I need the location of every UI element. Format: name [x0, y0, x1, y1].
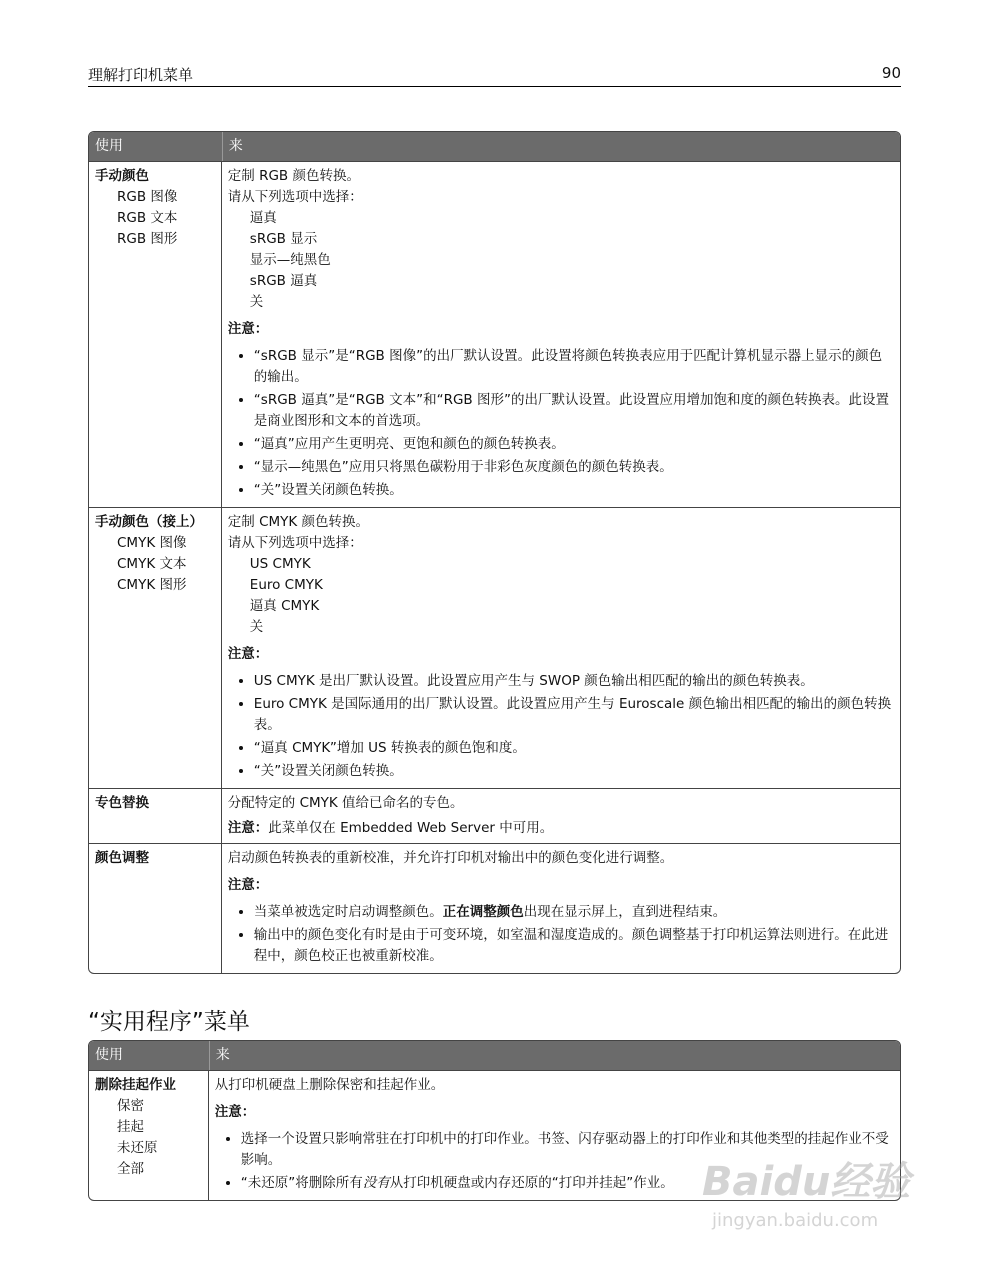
- note-item: • Euro CMYK 是国际通用的出厂默认设置。此设置应用产生与 Euroscale 颜色输出相匹配的输出的颜色转换表。: [254, 694, 894, 736]
- table-header-row: [89, 132, 900, 161]
- note-item: • “显示—纯黑色”应用只将黑色碳粉用于非彩色灰度颜色的颜色转换表。: [254, 457, 894, 478]
- note-item: • “关”设置关闭颜色转换。: [254, 480, 894, 501]
- sub-item: 全部: [117, 1161, 144, 1177]
- note-label: 注意：: [227, 877, 269, 893]
- table-row: [89, 788, 900, 843]
- menu-item-name: 颜色调整: [95, 850, 149, 866]
- note-label: 注意：: [227, 321, 269, 337]
- note-item: • 选择一个设置只影响常驻在打印机中的打印作业。书签、闪存驱动器上的打印作业和其他类型的挂起作业不受影响。: [241, 1129, 894, 1171]
- col-header-use: 使用: [89, 1041, 209, 1070]
- table-row: [89, 161, 900, 507]
- choose-prompt: 请从下列选项中选择：: [227, 189, 363, 205]
- note-item: [254, 902, 894, 923]
- note-text: 出现在显示屏上，直到进程结束。: [523, 904, 727, 920]
- sub-item: 挂起: [117, 1119, 144, 1135]
- sub-item: CMYK 图形: [117, 577, 187, 593]
- note-text: “未还原”将删除所有: [240, 1175, 363, 1191]
- watermark-url: jingyan.baidu.com: [712, 1210, 879, 1231]
- menu-item-cell: [89, 507, 222, 788]
- option-item: 关: [249, 619, 264, 635]
- note-item: • “sRGB 显示”是“RGB 图像”的出厂默认设置。此设置将颜色转换表应用于匹配计算机显示器上显示的颜色的输出。: [254, 346, 894, 388]
- option-item: sRGB 逼真: [249, 273, 318, 289]
- option-item: 关: [249, 294, 264, 310]
- description: 分配特定的 CMYK 值给已命名的专色。: [227, 795, 464, 811]
- utilities-menu-table: [88, 1040, 901, 1201]
- page-number: 90: [881, 64, 901, 82]
- description-cell: [209, 1070, 900, 1200]
- section-heading: “实用程序”菜单: [88, 1009, 250, 1035]
- note-item: [241, 1173, 894, 1194]
- option-item: sRGB 显示: [249, 231, 318, 247]
- description: 定制 CMYK 颜色转换。: [227, 514, 370, 530]
- sub-item: RGB 图像: [117, 189, 178, 205]
- menu-item-name: 专色替换: [95, 795, 149, 811]
- note-item: • 输出中的颜色变化有时是由于可变环境，如室温和湿度造成的。颜色调整基于打印机运算法则进行。在此进程中，颜色校正也被重新校准。: [254, 925, 894, 967]
- menu-item-cell: [89, 788, 222, 843]
- description-cell: [222, 843, 900, 973]
- note-list: [215, 1129, 894, 1194]
- note-label: 注意：: [227, 646, 269, 662]
- sub-item: CMYK 图像: [117, 535, 187, 551]
- note-list: [228, 671, 894, 782]
- note-emphasis: 正在调整颜色: [442, 904, 524, 920]
- note-text: 此菜单仅在 Embedded Web Server 中可用。: [268, 820, 554, 836]
- inline-note: [228, 818, 894, 839]
- option-item: 显示—纯黑色: [249, 252, 331, 268]
- note-emphasis: 没有: [362, 1175, 390, 1191]
- choose-prompt: 请从下列选项中选择：: [227, 535, 363, 551]
- sub-item: RGB 图形: [117, 231, 178, 247]
- option-item: Euro CMYK: [249, 577, 323, 593]
- table-header-row: [89, 1041, 900, 1070]
- menu-item-cell: [89, 1070, 209, 1200]
- watermark-logo: Baidu经验: [702, 1159, 911, 1205]
- table-row: [89, 1070, 900, 1200]
- note-item: • “sRGB 逼真”是“RGB 文本”和“RGB 图形”的出厂默认设置。此设置应用增加饱和度的颜色转换表。此设置是商业图形和文本的首选项。: [254, 390, 894, 432]
- col-header-to: 来: [209, 1041, 900, 1070]
- note-list: [228, 346, 894, 501]
- description: 启动颜色转换表的重新校准，并允许打印机对输出中的颜色变化进行调整。: [227, 850, 674, 866]
- sub-item: 保密: [117, 1098, 144, 1114]
- option-item: 逼真 CMYK: [249, 598, 320, 614]
- option-item: 逼真: [249, 210, 277, 226]
- note-list: [228, 902, 894, 967]
- note-item: • US CMYK 是出厂默认设置。此设置应用产生与 SWOP 颜色输出相匹配的输出的颜色转换表。: [254, 671, 894, 692]
- note-item: • “逼真 CMYK”增加 US 转换表的颜色饱和度。: [254, 738, 894, 759]
- note-text: 从打印机硬盘或内存还原的“打印并挂起”作业。: [389, 1175, 674, 1191]
- color-menu-table: [88, 131, 901, 974]
- description: 从打印机硬盘上删除保密和挂起作业。: [214, 1077, 445, 1093]
- sub-item: 未还原: [117, 1140, 158, 1156]
- menu-item-cell: [89, 843, 222, 973]
- description-cell: [222, 507, 900, 788]
- menu-item-name: 手动颜色: [95, 168, 149, 184]
- note-label: 注意：: [214, 1104, 256, 1120]
- running-title: 理解打印机菜单: [88, 66, 194, 84]
- note-item: • “逼真”应用产生更明亮、更饱和颜色的颜色转换表。: [254, 434, 894, 455]
- col-header-to: 来: [222, 132, 900, 161]
- description-cell: [222, 161, 900, 507]
- description: 定制 RGB 颜色转换。: [227, 168, 360, 184]
- table-row: [89, 507, 900, 788]
- table-row: [89, 843, 900, 973]
- page-header: [88, 64, 901, 87]
- menu-item-name: 手动颜色（接上）: [95, 514, 203, 530]
- note-text: 当菜单被选定时启动调整颜色。: [253, 904, 443, 920]
- note-item: • “关”设置关闭颜色转换。: [254, 761, 894, 782]
- note-label: 注意：: [227, 820, 269, 836]
- col-header-use: 使用: [89, 132, 222, 161]
- menu-item-cell: [89, 161, 222, 507]
- description-cell: [222, 788, 900, 843]
- sub-item: RGB 文本: [117, 210, 178, 226]
- menu-item-name: 删除挂起作业: [95, 1077, 176, 1093]
- sub-item: CMYK 文本: [117, 556, 187, 572]
- option-item: US CMYK: [249, 556, 311, 572]
